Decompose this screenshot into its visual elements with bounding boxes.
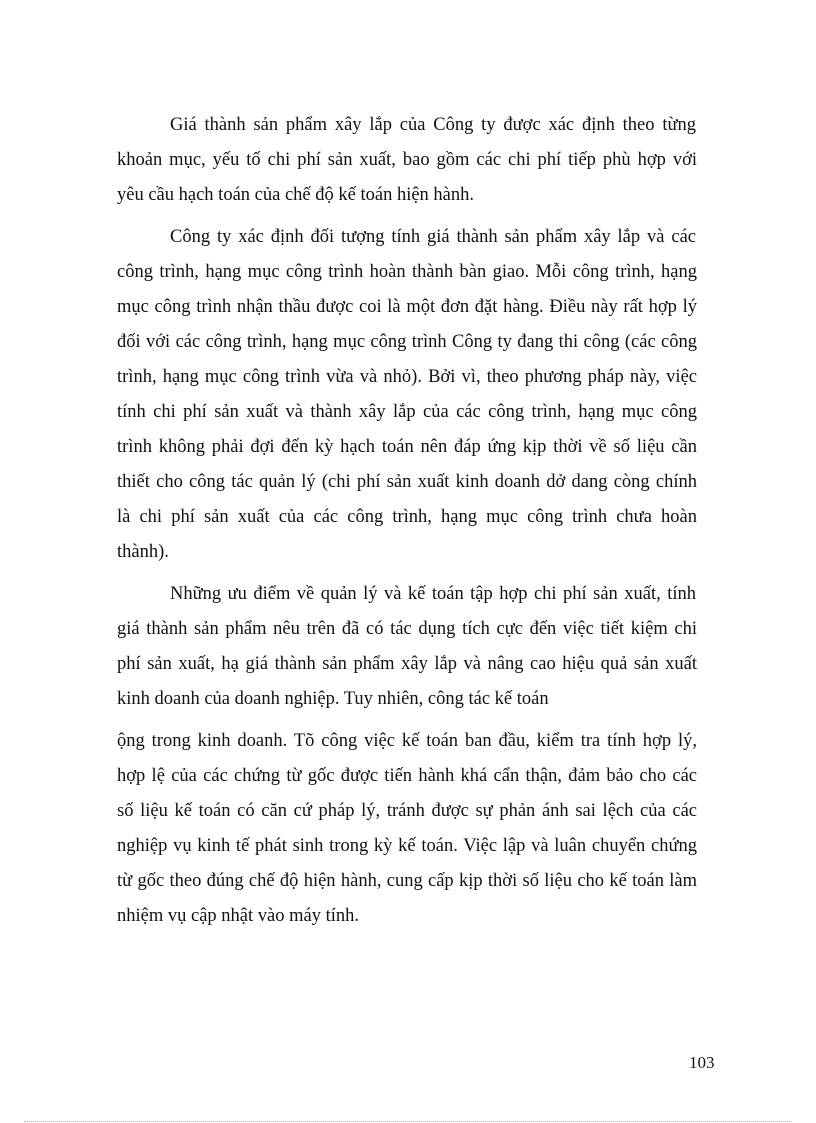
document-body: Giá thành sản phẩm xây lắp của Công ty được xác định theo từng khoản mục, yếu tố chi phí sản xuất, bao gồm các chi phí tiếp phù hợp với yêu cầu hạch toán của chế độ kế toán hiện hành. Công ty xác định đối tượng tính giá thành sản phẩm xây lắp và các công trình, hạng mục công trình hoàn thành bàn giao. Mỗi công trình, hạng mục công trình nhận thầu được coi là một đơn đặt hàng. Điều này rất hợp lý đối với các công trình, hạng mục công trình Công ty đang thi công (các công trình, hạng mục công trình vừa và nhỏ). Bởi vì, theo phương pháp này, việc tính chi phí sản xuất và thành xây lắp của các công trình, hạng mục công trình không phải đợi đến kỳ hạch toán nên đáp ứng kịp thời về số liệu cần thiết cho công tác quản lý (chi phí sản xuất kinh doanh dở dang còng chính là chi phí sản xuất của các công trình, hạng mục công trình chưa hoàn thành). Những ưu điểm về quản lý và kế toán tập hợp chi phí sản xuất, tính giá thành sản phẩm nêu trên đã có tác dụng tích cực đến việc tiết kiệm chi phí sản xuất, hạ giá thành sản phẩm xây lắp và nâng cao hiệu quả sản xuất kinh doanh của doanh nghiệp. Tuy nhiên, công tác kế toán ộng trong kinh doanh. Tõ công việc kế toán ban đầu, kiểm tra tính hợp lý, hợp lệ của các chứng từ gốc được tiến hành khá cẩn thận, đảm bảo cho các số liệu kế toán có căn cứ pháp lý, tránh được sự phản ánh sai lệch của các nghiệp vụ kinh tế phát sinh trong kỳ kế toán. Việc lập và luân chuyển chứng từ gốc theo đúng chế độ hiện hành, cung cấp kịp thời số liệu cho kế toán làm nhiệm vụ cập nhật vào máy tính.	[117, 115, 697, 926]
page-number: 103	[689, 1053, 715, 1072]
page-bottom-divider	[24, 1121, 792, 1122]
